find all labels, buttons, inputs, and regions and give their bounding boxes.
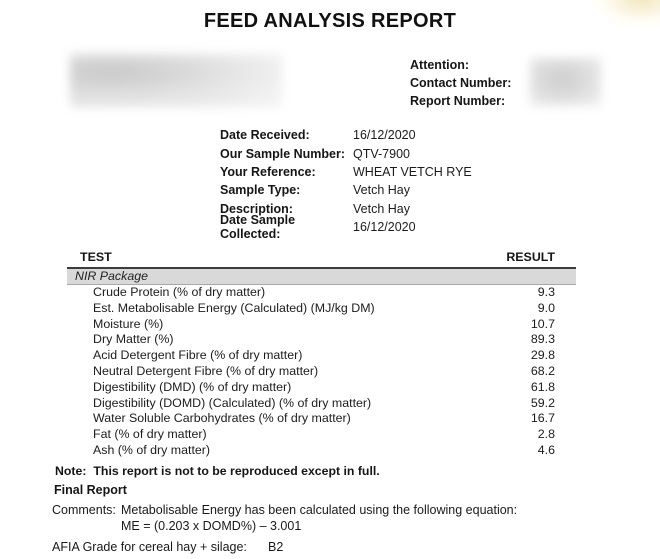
test-result: 68.2 <box>530 363 555 378</box>
results-table-header <box>67 250 576 269</box>
detail-value: QTV-7900 <box>353 146 410 161</box>
table-row <box>67 364 576 380</box>
test-result: 89.3 <box>530 332 555 347</box>
test-name: Ash (% of dry matter) <box>93 442 211 457</box>
test-result: 16.7 <box>530 411 555 426</box>
nir-package-group-band: NIR Package <box>67 269 576 285</box>
reproduction-note <box>55 464 380 478</box>
redacted-contact-block <box>530 58 601 106</box>
table-row <box>67 427 576 443</box>
test-name: Moisture (%) <box>93 316 164 331</box>
detail-label: Your Reference: <box>220 164 316 179</box>
comments-equation: ME = (0.203 x DOMD%) – 3.001 <box>121 518 302 533</box>
table-row <box>67 332 576 348</box>
table-row <box>67 317 576 333</box>
detail-row <box>220 181 472 199</box>
comments-line-1: Metabolisable Energy has been calculated using the following equation: <box>121 503 518 517</box>
contact-number-label: Contact Number: <box>410 76 512 91</box>
final-report-label: Final Report <box>54 483 127 497</box>
test-name: Water Soluble Carbohydrates (% of dry matter) <box>93 411 351 426</box>
detail-value: 16/12/2020 <box>353 128 416 143</box>
comments-label: Comments: <box>52 503 116 517</box>
result-column-header: RESULT <box>506 250 555 264</box>
test-name: Digestibility (DOMD) (Calculated) (% of dry matter) <box>93 395 372 410</box>
test-result: 59.2 <box>530 395 555 410</box>
comments-text <box>121 503 517 534</box>
test-result: 9.3 <box>537 285 555 299</box>
detail-label: Description: <box>220 201 293 216</box>
test-name: Dry Matter (%) <box>93 332 174 347</box>
test-result: 9.0 <box>537 300 555 315</box>
detail-label: Date Sample Collected: <box>220 213 296 242</box>
detail-label: Date Received: <box>220 128 310 143</box>
note-text: This report is not to be reproduced except in full. <box>93 464 380 478</box>
test-result: 29.8 <box>530 348 555 363</box>
attention-label: Attention: <box>410 58 470 72</box>
test-name: Fat (% of dry matter) <box>93 427 207 442</box>
detail-value: Vetch Hay <box>353 183 410 198</box>
table-row <box>67 285 576 301</box>
table-row <box>67 396 576 412</box>
detail-row <box>220 163 472 181</box>
table-row <box>67 348 576 364</box>
table-row <box>67 301 576 317</box>
test-name: Acid Detergent Fibre (% of dry matter) <box>93 348 303 363</box>
test-result: 2.8 <box>537 427 555 442</box>
detail-row <box>220 126 472 144</box>
table-row <box>67 380 576 396</box>
page-title: FEED ANALYSIS REPORT <box>203 10 457 32</box>
table-row <box>67 411 576 427</box>
test-name: Digestibility (DMD) (% of dry matter) <box>93 379 292 394</box>
detail-label: Sample Type: <box>220 183 301 198</box>
test-result: 10.7 <box>530 316 555 331</box>
afia-grade-label: AFIA Grade for cereal hay + silage: <box>52 540 247 554</box>
results-table <box>67 250 576 459</box>
comments-section <box>52 503 517 534</box>
redacted-address-block <box>70 54 282 107</box>
afia-grade-value: B2 <box>268 540 284 554</box>
recipient-labels <box>410 56 511 111</box>
note-label: Note: <box>55 464 87 478</box>
test-name: Neutral Detergent Fibre (% of dry matter) <box>93 363 319 378</box>
afia-grade-row <box>52 540 283 554</box>
detail-label: Our Sample Number: <box>220 146 346 161</box>
test-result: 61.8 <box>530 379 555 394</box>
report-number-label: Report Number: <box>410 94 506 109</box>
detail-value: WHEAT VETCH RYE <box>353 164 472 179</box>
detail-value: 16/12/2020 <box>353 220 416 235</box>
sample-details <box>220 126 472 242</box>
detail-row <box>220 144 472 162</box>
test-name: Est. Metabolisable Energy (Calculated) (MJ/kg DM) <box>93 300 375 315</box>
detail-row <box>220 213 472 242</box>
table-row <box>67 443 576 459</box>
test-result: 4.6 <box>537 442 555 457</box>
test-name: Crude Protein (% of dry matter) <box>93 285 266 299</box>
detail-value: Vetch Hay <box>353 201 410 216</box>
test-column-header: TEST <box>80 250 112 264</box>
